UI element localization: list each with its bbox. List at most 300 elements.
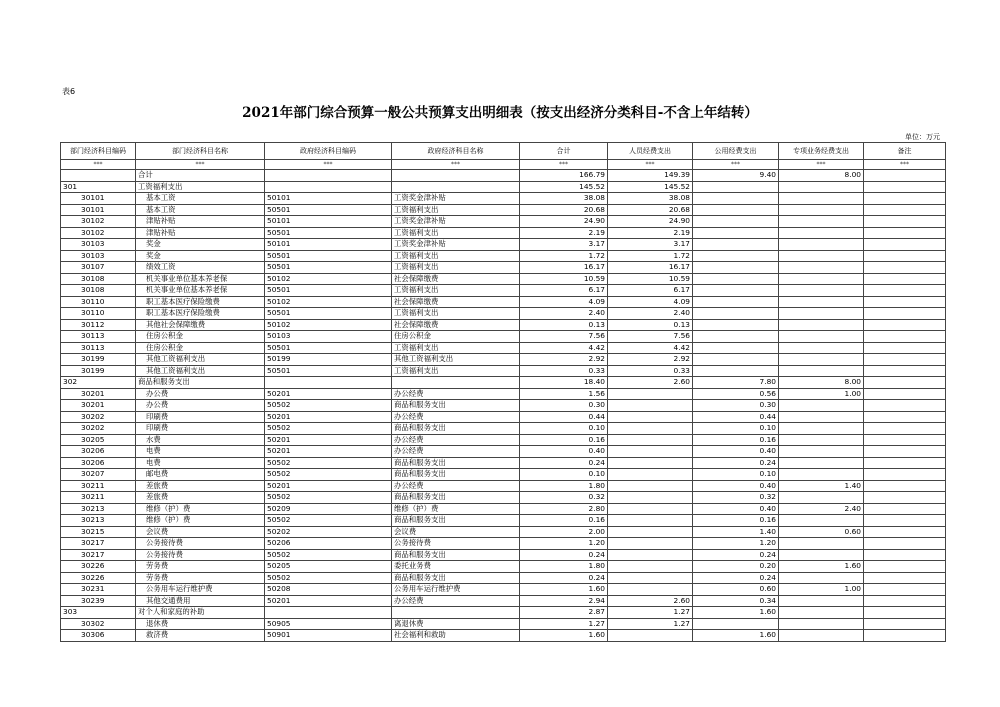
table-row — [61, 549, 946, 561]
public-cell — [693, 342, 779, 354]
personnel-cell: 0.13 — [608, 319, 693, 331]
total-cell: 1.80 — [520, 561, 608, 573]
special-cell — [779, 538, 864, 550]
note-cell — [864, 273, 946, 285]
public-cell: 0.24 — [693, 549, 779, 561]
note-cell — [864, 331, 946, 343]
gov-code-cell: 50502 — [265, 457, 392, 469]
personnel-cell: 6.17 — [608, 285, 693, 297]
special-cell: 1.00 — [779, 584, 864, 596]
dept-code-cell: 30226 — [61, 572, 136, 584]
public-cell: 1.40 — [693, 526, 779, 538]
total-cell: 145.52 — [520, 181, 608, 193]
note-cell — [864, 584, 946, 596]
table-row — [61, 572, 946, 584]
dept-code-cell: 30112 — [61, 319, 136, 331]
dept-code-cell: 30201 — [61, 400, 136, 412]
dept-code-cell: 30207 — [61, 469, 136, 481]
table-row — [61, 595, 946, 607]
public-cell: 0.20 — [693, 561, 779, 573]
note-cell — [864, 549, 946, 561]
gov-code-cell: 50102 — [265, 296, 392, 308]
dept-code-cell: 30202 — [61, 411, 136, 423]
gov-name-cell: 工资奖金津补贴 — [392, 239, 520, 251]
gov-name-cell: 商品和服务支出 — [392, 515, 520, 527]
special-cell — [779, 262, 864, 274]
special-cell — [779, 572, 864, 584]
special-cell — [779, 469, 864, 481]
public-cell: 0.24 — [693, 457, 779, 469]
table-row — [61, 480, 946, 492]
dept-name-cell: 公务用车运行维护费 — [136, 584, 265, 596]
table-row — [61, 331, 946, 343]
note-cell — [864, 434, 946, 446]
table-row — [61, 503, 946, 515]
personnel-cell: 4.42 — [608, 342, 693, 354]
dept-code-cell: 30215 — [61, 526, 136, 538]
col-header: 部门经济科目名称 — [136, 143, 265, 160]
personnel-cell — [608, 423, 693, 435]
public-cell — [693, 181, 779, 193]
special-cell — [779, 204, 864, 216]
total-cell: 1.60 — [520, 584, 608, 596]
public-cell — [693, 204, 779, 216]
dept-name-cell: 维修（护）费 — [136, 515, 265, 527]
col-header: 合计 — [520, 143, 608, 160]
public-cell: 1.20 — [693, 538, 779, 550]
dept-name-cell: 机关事业单位基本养老保 — [136, 273, 265, 285]
dept-code-cell: 30113 — [61, 331, 136, 343]
dept-code-cell: 30213 — [61, 503, 136, 515]
dept-code-cell: 30101 — [61, 193, 136, 205]
special-cell — [779, 216, 864, 228]
personnel-cell — [608, 549, 693, 561]
gov-name-cell: 委托业务费 — [392, 561, 520, 573]
public-cell — [693, 285, 779, 297]
personnel-cell — [608, 561, 693, 573]
note-cell — [864, 193, 946, 205]
dept-code-cell: 30202 — [61, 423, 136, 435]
table-row — [61, 365, 946, 377]
gov-code-cell: 50501 — [265, 204, 392, 216]
dept-code-cell: 30302 — [61, 618, 136, 630]
gov-code-cell: 50502 — [265, 400, 392, 412]
special-cell — [779, 423, 864, 435]
note-cell — [864, 170, 946, 182]
personnel-cell — [608, 503, 693, 515]
gov-name-cell: 办公经费 — [392, 595, 520, 607]
total-cell: 0.32 — [520, 492, 608, 504]
expenditure-table — [60, 142, 946, 642]
note-cell — [864, 377, 946, 389]
gov-code-cell: 50206 — [265, 538, 392, 550]
gov-name-cell: 其他工资福利支出 — [392, 354, 520, 366]
note-cell — [864, 250, 946, 262]
gov-name-cell: 社会保障缴费 — [392, 296, 520, 308]
dept-name-cell: 邮电费 — [136, 469, 265, 481]
dept-code-cell: 30108 — [61, 273, 136, 285]
public-cell — [693, 262, 779, 274]
gov-name-cell: 工资福利支出 — [392, 204, 520, 216]
dept-name-cell: 其他交通费用 — [136, 595, 265, 607]
dept-code-cell: 30113 — [61, 342, 136, 354]
table-row — [61, 584, 946, 596]
special-cell: 8.00 — [779, 170, 864, 182]
gov-code-cell: 50202 — [265, 526, 392, 538]
gov-name-cell: 工资福利支出 — [392, 365, 520, 377]
table-row — [61, 285, 946, 297]
gov-code-cell — [265, 377, 392, 389]
gov-code-cell: 50101 — [265, 193, 392, 205]
personnel-cell — [608, 480, 693, 492]
gov-code-cell: 50901 — [265, 630, 392, 642]
dept-name-cell: 公务接待费 — [136, 538, 265, 550]
total-cell: 20.68 — [520, 204, 608, 216]
total-cell: 10.59 — [520, 273, 608, 285]
subheader-row — [61, 160, 946, 170]
public-cell: 0.16 — [693, 515, 779, 527]
note-cell — [864, 262, 946, 274]
note-cell — [864, 561, 946, 573]
gov-code-cell: 50501 — [265, 342, 392, 354]
col-subheader: *** — [608, 160, 693, 170]
public-cell: 0.44 — [693, 411, 779, 423]
dept-code-cell: 30206 — [61, 457, 136, 469]
table-row — [61, 296, 946, 308]
gov-code-cell: 50502 — [265, 572, 392, 584]
gov-code-cell: 50501 — [265, 227, 392, 239]
gov-code-cell: 50502 — [265, 549, 392, 561]
col-subheader: *** — [136, 160, 265, 170]
public-cell: 0.10 — [693, 469, 779, 481]
note-cell — [864, 503, 946, 515]
special-cell — [779, 308, 864, 320]
total-cell: 0.40 — [520, 446, 608, 458]
special-cell — [779, 595, 864, 607]
dept-name-cell: 印刷费 — [136, 423, 265, 435]
gov-code-cell: 50201 — [265, 434, 392, 446]
dept-code-cell: 30102 — [61, 216, 136, 228]
total-cell: 1.60 — [520, 630, 608, 642]
table-row — [61, 526, 946, 538]
note-cell — [864, 607, 946, 619]
personnel-cell: 2.60 — [608, 377, 693, 389]
col-header: 人员经费支出 — [608, 143, 693, 160]
total-cell: 2.40 — [520, 308, 608, 320]
note-cell — [864, 618, 946, 630]
public-cell — [693, 273, 779, 285]
dept-code-cell: 30206 — [61, 446, 136, 458]
personnel-cell: 7.56 — [608, 331, 693, 343]
note-cell — [864, 538, 946, 550]
public-cell — [693, 319, 779, 331]
table-number-label: 表6 — [62, 87, 76, 96]
table-row — [61, 446, 946, 458]
dept-code-cell: 30103 — [61, 250, 136, 262]
public-cell: 0.40 — [693, 446, 779, 458]
dept-name-cell: 维修（护）费 — [136, 503, 265, 515]
col-subheader: *** — [392, 160, 520, 170]
personnel-cell: 10.59 — [608, 273, 693, 285]
personnel-cell — [608, 446, 693, 458]
personnel-cell: 16.17 — [608, 262, 693, 274]
table-row — [61, 342, 946, 354]
gov-name-cell: 离退休费 — [392, 618, 520, 630]
dept-name-cell: 差旅费 — [136, 480, 265, 492]
public-cell: 0.30 — [693, 400, 779, 412]
total-cell: 2.94 — [520, 595, 608, 607]
special-cell — [779, 515, 864, 527]
personnel-cell — [608, 400, 693, 412]
gov-name-cell: 工资奖金津补贴 — [392, 216, 520, 228]
personnel-cell: 149.39 — [608, 170, 693, 182]
total-cell: 0.10 — [520, 423, 608, 435]
gov-code-cell: 50201 — [265, 388, 392, 400]
total-cell: 0.33 — [520, 365, 608, 377]
dept-code-cell: 301 — [61, 181, 136, 193]
table-row — [61, 469, 946, 481]
public-cell — [693, 618, 779, 630]
note-cell — [864, 446, 946, 458]
special-cell — [779, 630, 864, 642]
note-cell — [864, 296, 946, 308]
gov-name-cell: 商品和服务支出 — [392, 492, 520, 504]
public-cell: 1.60 — [693, 607, 779, 619]
special-cell — [779, 319, 864, 331]
note-cell — [864, 411, 946, 423]
table-row — [61, 411, 946, 423]
table-row — [61, 388, 946, 400]
special-cell: 0.60 — [779, 526, 864, 538]
note-cell — [864, 469, 946, 481]
gov-name-cell: 办公经费 — [392, 446, 520, 458]
special-cell — [779, 365, 864, 377]
special-cell: 2.40 — [779, 503, 864, 515]
personnel-cell: 1.72 — [608, 250, 693, 262]
note-cell — [864, 365, 946, 377]
personnel-cell — [608, 526, 693, 538]
special-cell — [779, 250, 864, 262]
gov-name-cell — [392, 377, 520, 389]
public-cell: 7.80 — [693, 377, 779, 389]
gov-name-cell: 商品和服务支出 — [392, 457, 520, 469]
personnel-cell — [608, 630, 693, 642]
total-cell: 0.10 — [520, 469, 608, 481]
unit-label: 单位：万元 — [905, 133, 940, 141]
col-subheader: *** — [265, 160, 392, 170]
public-cell — [693, 216, 779, 228]
special-cell — [779, 618, 864, 630]
gov-name-cell: 商品和服务支出 — [392, 572, 520, 584]
gov-name-cell: 办公经费 — [392, 388, 520, 400]
dept-name-cell: 绩效工资 — [136, 262, 265, 274]
dept-name-cell: 印刷费 — [136, 411, 265, 423]
total-cell: 2.19 — [520, 227, 608, 239]
gov-name-cell: 公务用车运行维护费 — [392, 584, 520, 596]
public-cell — [693, 354, 779, 366]
public-cell — [693, 193, 779, 205]
personnel-cell: 38.08 — [608, 193, 693, 205]
dept-name-cell: 劳务费 — [136, 561, 265, 573]
dept-name-cell: 差旅费 — [136, 492, 265, 504]
special-cell — [779, 446, 864, 458]
public-cell: 0.32 — [693, 492, 779, 504]
table-row — [61, 515, 946, 527]
special-cell — [779, 457, 864, 469]
note-cell — [864, 216, 946, 228]
gov-code-cell: 50501 — [265, 262, 392, 274]
dept-name-cell: 办公费 — [136, 400, 265, 412]
table-row — [61, 538, 946, 550]
gov-name-cell: 维修（护）费 — [392, 503, 520, 515]
total-cell: 0.30 — [520, 400, 608, 412]
total-cell: 0.24 — [520, 457, 608, 469]
special-cell — [779, 227, 864, 239]
dept-code-cell: 30103 — [61, 239, 136, 251]
dept-name-cell: 对个人和家庭的补助 — [136, 607, 265, 619]
gov-name-cell: 商品和服务支出 — [392, 549, 520, 561]
special-cell — [779, 331, 864, 343]
gov-name-cell: 工资福利支出 — [392, 250, 520, 262]
table-row — [61, 561, 946, 573]
table-row — [61, 400, 946, 412]
note-cell — [864, 457, 946, 469]
personnel-cell: 2.92 — [608, 354, 693, 366]
total-cell: 2.87 — [520, 607, 608, 619]
table-row — [61, 308, 946, 320]
gov-code-cell: 50103 — [265, 331, 392, 343]
public-cell: 9.40 — [693, 170, 779, 182]
table-row — [61, 250, 946, 262]
gov-code-cell: 50501 — [265, 308, 392, 320]
col-subheader: *** — [61, 160, 136, 170]
dept-name-cell: 电费 — [136, 457, 265, 469]
col-subheader: *** — [864, 160, 946, 170]
total-cell: 1.27 — [520, 618, 608, 630]
note-cell — [864, 285, 946, 297]
special-cell — [779, 354, 864, 366]
table-row — [61, 262, 946, 274]
col-subheader: *** — [520, 160, 608, 170]
personnel-cell: 145.52 — [608, 181, 693, 193]
personnel-cell — [608, 457, 693, 469]
special-cell — [779, 296, 864, 308]
public-cell — [693, 365, 779, 377]
dept-name-cell: 职工基本医疗保险缴费 — [136, 296, 265, 308]
personnel-cell: 0.33 — [608, 365, 693, 377]
special-cell: 8.00 — [779, 377, 864, 389]
table-row — [61, 377, 946, 389]
dept-code-cell: 30211 — [61, 492, 136, 504]
table-row — [61, 630, 946, 642]
table-row — [61, 618, 946, 630]
gov-code-cell: 50905 — [265, 618, 392, 630]
dept-name-cell: 奖金 — [136, 250, 265, 262]
note-cell — [864, 342, 946, 354]
dept-name-cell: 办公费 — [136, 388, 265, 400]
gov-name-cell: 会议费 — [392, 526, 520, 538]
personnel-cell — [608, 584, 693, 596]
gov-name-cell — [392, 181, 520, 193]
table-row — [61, 273, 946, 285]
total-cell: 7.56 — [520, 331, 608, 343]
table-row — [61, 216, 946, 228]
personnel-cell — [608, 388, 693, 400]
gov-code-cell: 50208 — [265, 584, 392, 596]
public-cell: 0.60 — [693, 584, 779, 596]
personnel-cell: 1.27 — [608, 618, 693, 630]
note-cell — [864, 515, 946, 527]
dept-code-cell: 303 — [61, 607, 136, 619]
dept-name-cell: 商品和服务支出 — [136, 377, 265, 389]
note-cell — [864, 400, 946, 412]
total-cell: 0.16 — [520, 434, 608, 446]
personnel-cell — [608, 538, 693, 550]
total-cell: 16.17 — [520, 262, 608, 274]
total-cell: 0.24 — [520, 572, 608, 584]
personnel-cell: 24.90 — [608, 216, 693, 228]
gov-code-cell: 50201 — [265, 411, 392, 423]
personnel-cell: 20.68 — [608, 204, 693, 216]
gov-name-cell: 商品和服务支出 — [392, 423, 520, 435]
public-cell — [693, 296, 779, 308]
public-cell — [693, 227, 779, 239]
gov-code-cell: 50102 — [265, 273, 392, 285]
table-row — [61, 181, 946, 193]
dept-name-cell: 基本工资 — [136, 204, 265, 216]
public-cell: 0.40 — [693, 480, 779, 492]
note-cell — [864, 492, 946, 504]
personnel-cell — [608, 411, 693, 423]
gov-code-cell: 50205 — [265, 561, 392, 573]
total-cell: 0.44 — [520, 411, 608, 423]
total-cell: 24.90 — [520, 216, 608, 228]
table-row — [61, 607, 946, 619]
table-row — [61, 457, 946, 469]
public-cell: 0.10 — [693, 423, 779, 435]
dept-code-cell: 30213 — [61, 515, 136, 527]
gov-name-cell: 社会福利和救助 — [392, 630, 520, 642]
dept-name-cell: 机关事业单位基本养老保 — [136, 285, 265, 297]
dept-name-cell: 水费 — [136, 434, 265, 446]
table-row — [61, 239, 946, 251]
public-cell: 0.56 — [693, 388, 779, 400]
public-cell — [693, 308, 779, 320]
special-cell — [779, 492, 864, 504]
special-cell: 1.60 — [779, 561, 864, 573]
personnel-cell: 1.27 — [608, 607, 693, 619]
gov-code-cell: 50502 — [265, 492, 392, 504]
dept-name-cell: 津贴补贴 — [136, 216, 265, 228]
col-header: 专项业务经费支出 — [779, 143, 864, 160]
dept-code-cell: 30107 — [61, 262, 136, 274]
dept-name-cell: 其他社会保障缴费 — [136, 319, 265, 331]
table-row — [61, 227, 946, 239]
total-cell: 0.24 — [520, 549, 608, 561]
note-cell — [864, 204, 946, 216]
public-cell: 1.60 — [693, 630, 779, 642]
table-row — [61, 193, 946, 205]
table-row — [61, 423, 946, 435]
gov-name-cell: 公务接待费 — [392, 538, 520, 550]
personnel-cell: 2.40 — [608, 308, 693, 320]
note-cell — [864, 319, 946, 331]
note-cell — [864, 181, 946, 193]
gov-code-cell: 50101 — [265, 239, 392, 251]
gov-code-cell: 50101 — [265, 216, 392, 228]
public-cell: 0.24 — [693, 572, 779, 584]
gov-code-cell — [265, 607, 392, 619]
